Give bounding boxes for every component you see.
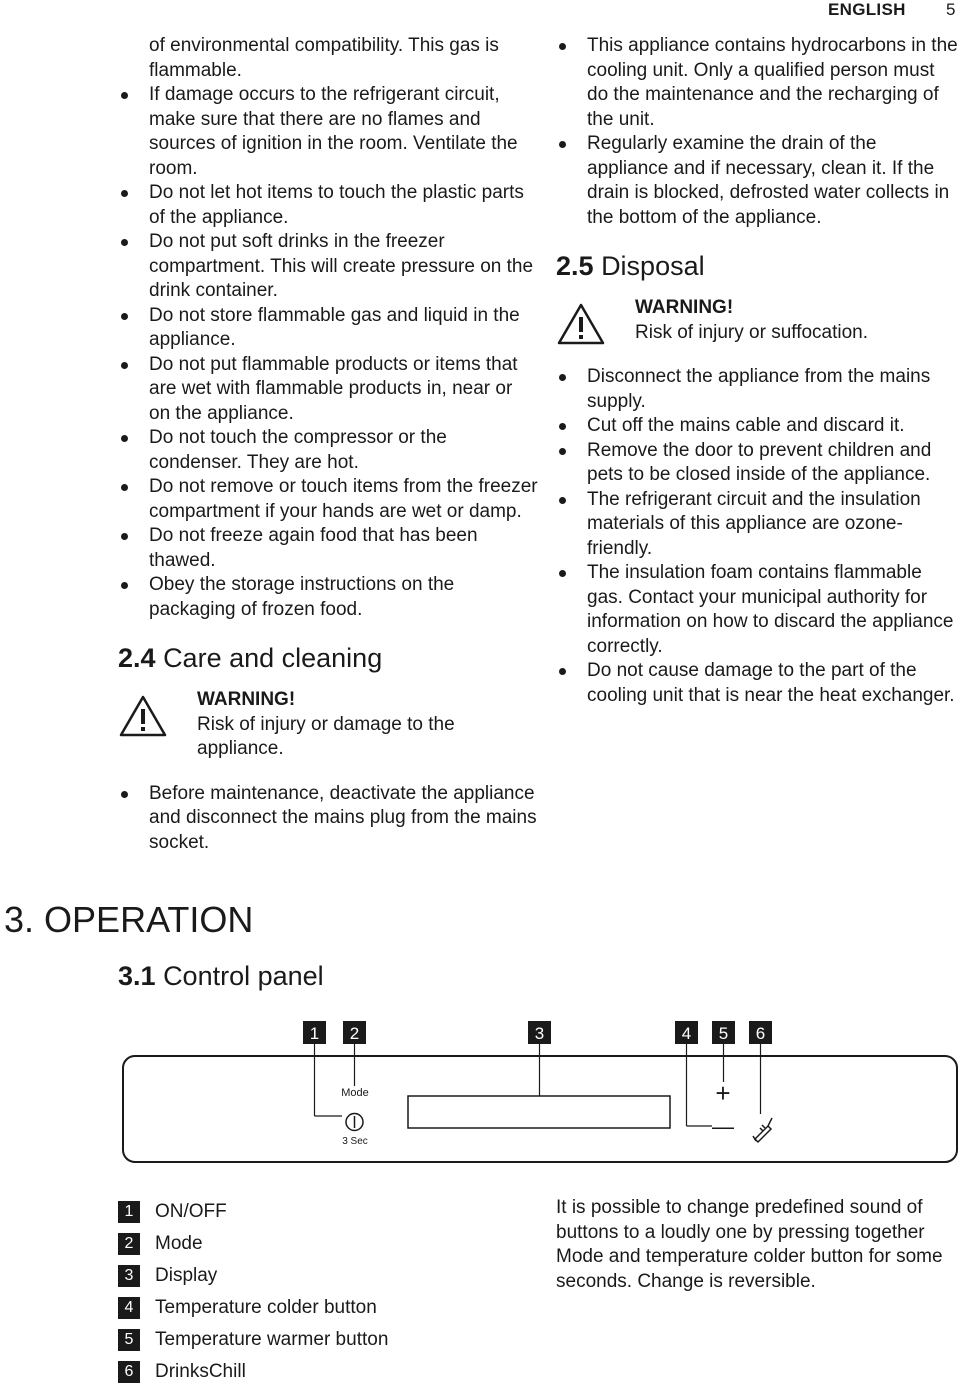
legend-label: Display — [155, 1265, 218, 1286]
chapter-heading — [4, 898, 253, 942]
mode-label: Mode — [341, 1087, 369, 1099]
warning-triangle-icon — [556, 302, 606, 346]
list-item: Cut off the mains cable and discard it. — [556, 414, 960, 439]
legend-row — [118, 1356, 388, 1388]
legend-number: 4 — [118, 1297, 140, 1319]
list-item: If damage occurs to the refrigerant circuit, make sure that there are no flames and sources of ignition in the room. Ventilate the room. — [118, 83, 538, 181]
callout-1 — [303, 1021, 326, 1044]
control-panel-legend — [118, 1196, 388, 1388]
list-item: Do not freeze again food that has been thawed. — [118, 524, 538, 573]
list-item: Do not put flammable products or items that are wet with flammable products in, near or on the appliance. — [118, 353, 538, 427]
callout-5 — [712, 1021, 735, 1044]
callout-6 — [749, 1021, 772, 1044]
callout-number: 5 — [718, 1024, 729, 1043]
callout-4 — [675, 1021, 698, 1044]
callout-2 — [343, 1021, 366, 1044]
legend-number: 6 — [118, 1361, 140, 1383]
warning-text: Risk of injury or suffocation. — [635, 321, 869, 343]
page-number: 5 — [946, 0, 956, 19]
legend-label: Mode — [155, 1233, 203, 1254]
list-item: Regularly examine the drain of the appliance and if necessary, clean it. If the drain is blocked, defrosted water collects in the bottom of the appliance. — [556, 132, 960, 230]
list-item: Obey the storage instructions on the packaging of frozen food. — [118, 573, 538, 622]
care-bullet-list — [118, 782, 538, 856]
section-number: 3.1 — [118, 961, 156, 991]
drinkschill-icon — [753, 1118, 772, 1142]
list-item: Remove the door to prevent children and pets to be closed inside of the appliance. — [556, 439, 960, 488]
plus-icon: + — [715, 1078, 731, 1108]
section-number: 2.4 — [118, 643, 156, 673]
section-number: 2.5 — [556, 251, 594, 281]
list-item: Before maintenance, deactivate the appliance and disconnect the mains plug from the mains socket. — [118, 782, 538, 856]
callout-number: 6 — [755, 1024, 766, 1043]
legend-number: 3 — [118, 1265, 140, 1287]
list-item: The refrigerant circuit and the insulation materials of this appliance are ozone-friendly. — [556, 488, 960, 562]
callout-3 — [528, 1021, 551, 1044]
header-language: ENGLISH — [828, 0, 906, 19]
chapter-title: OPERATION — [44, 899, 254, 940]
legend-label: DrinksChill — [155, 1361, 246, 1382]
legend-row — [118, 1324, 388, 1356]
section-heading-control-panel — [118, 959, 324, 993]
legend-label: ON/OFF — [155, 1201, 227, 1222]
legend-row — [118, 1228, 388, 1260]
disposal-bullet-list — [556, 365, 960, 708]
section-heading-care-cleaning — [118, 642, 538, 674]
list-item: The insulation foam contains flammable gas. Contact your municipal authority for information on how to discard the appliance correctly. — [556, 561, 960, 659]
section-title: Control panel — [163, 961, 324, 991]
legend-label: Temperature warmer button — [155, 1329, 389, 1350]
hold-duration-label: 3 Sec — [342, 1136, 368, 1147]
legend-number: 1 — [118, 1201, 140, 1223]
right-column — [556, 34, 960, 708]
list-item: This appliance contains hydrocarbons in the cooling unit. Only a qualified person must do the maintenance and the recharging of the unit. — [556, 34, 960, 132]
list-item: Do not let hot items to touch the plastic parts of the appliance. — [118, 181, 538, 230]
left-column — [118, 34, 538, 855]
safety-bullet-list-continued — [556, 34, 960, 230]
warning-heading: WARNING! — [197, 689, 296, 710]
list-item: Do not cause damage to the part of the cooling unit that is near the heat exchanger. — [556, 659, 960, 708]
chapter-number: 3. — [4, 899, 35, 940]
warning-block — [118, 688, 538, 762]
list-item: Do not put soft drinks in the freezer compartment. This will create pressure on the drink container. — [118, 230, 538, 304]
legend-number: 2 — [118, 1233, 140, 1255]
list-item: Do not remove or touch items from the freezer compartment if your hands are wet or damp. — [118, 475, 538, 524]
list-item: Do not store flammable gas and liquid in the appliance. — [118, 304, 538, 353]
warning-triangle-icon — [118, 694, 168, 738]
legend-row — [118, 1196, 388, 1228]
section-title: Disposal — [601, 251, 705, 281]
warning-text: Risk of injury or damage to the appliance. — [197, 713, 455, 759]
section-heading-disposal — [556, 250, 960, 282]
legend-row — [118, 1292, 388, 1324]
legend-label: Temperature colder button — [155, 1297, 377, 1318]
legend-row — [118, 1260, 388, 1292]
list-item: Do not touch the compressor or the condenser. They are hot. — [118, 426, 538, 475]
callout-number: 4 — [681, 1024, 692, 1043]
callout-number: 1 — [309, 1024, 320, 1043]
safety-bullet-list — [118, 83, 538, 622]
list-item: Disconnect the appliance from the mains supply. — [556, 365, 960, 414]
warning-heading: WARNING! — [635, 297, 734, 318]
control-panel-diagram — [0, 1014, 960, 1174]
callout-number: 2 — [349, 1024, 360, 1043]
warning-block — [556, 296, 960, 345]
callout-number: 3 — [534, 1024, 545, 1043]
minus-icon: — — [712, 1114, 734, 1139]
power-icon — [346, 1114, 363, 1131]
display-window — [408, 1096, 670, 1128]
section-title: Care and cleaning — [163, 643, 383, 673]
sound-note-paragraph: It is possible to change predefined sound of buttons to a loudly one by pressing together Mode and temperature colder button for some seconds. Change is reversible. — [556, 1197, 943, 1292]
legend-number: 5 — [118, 1329, 140, 1351]
continued-paragraph: of environmental compatibility. This gas is flammable. — [149, 35, 499, 81]
